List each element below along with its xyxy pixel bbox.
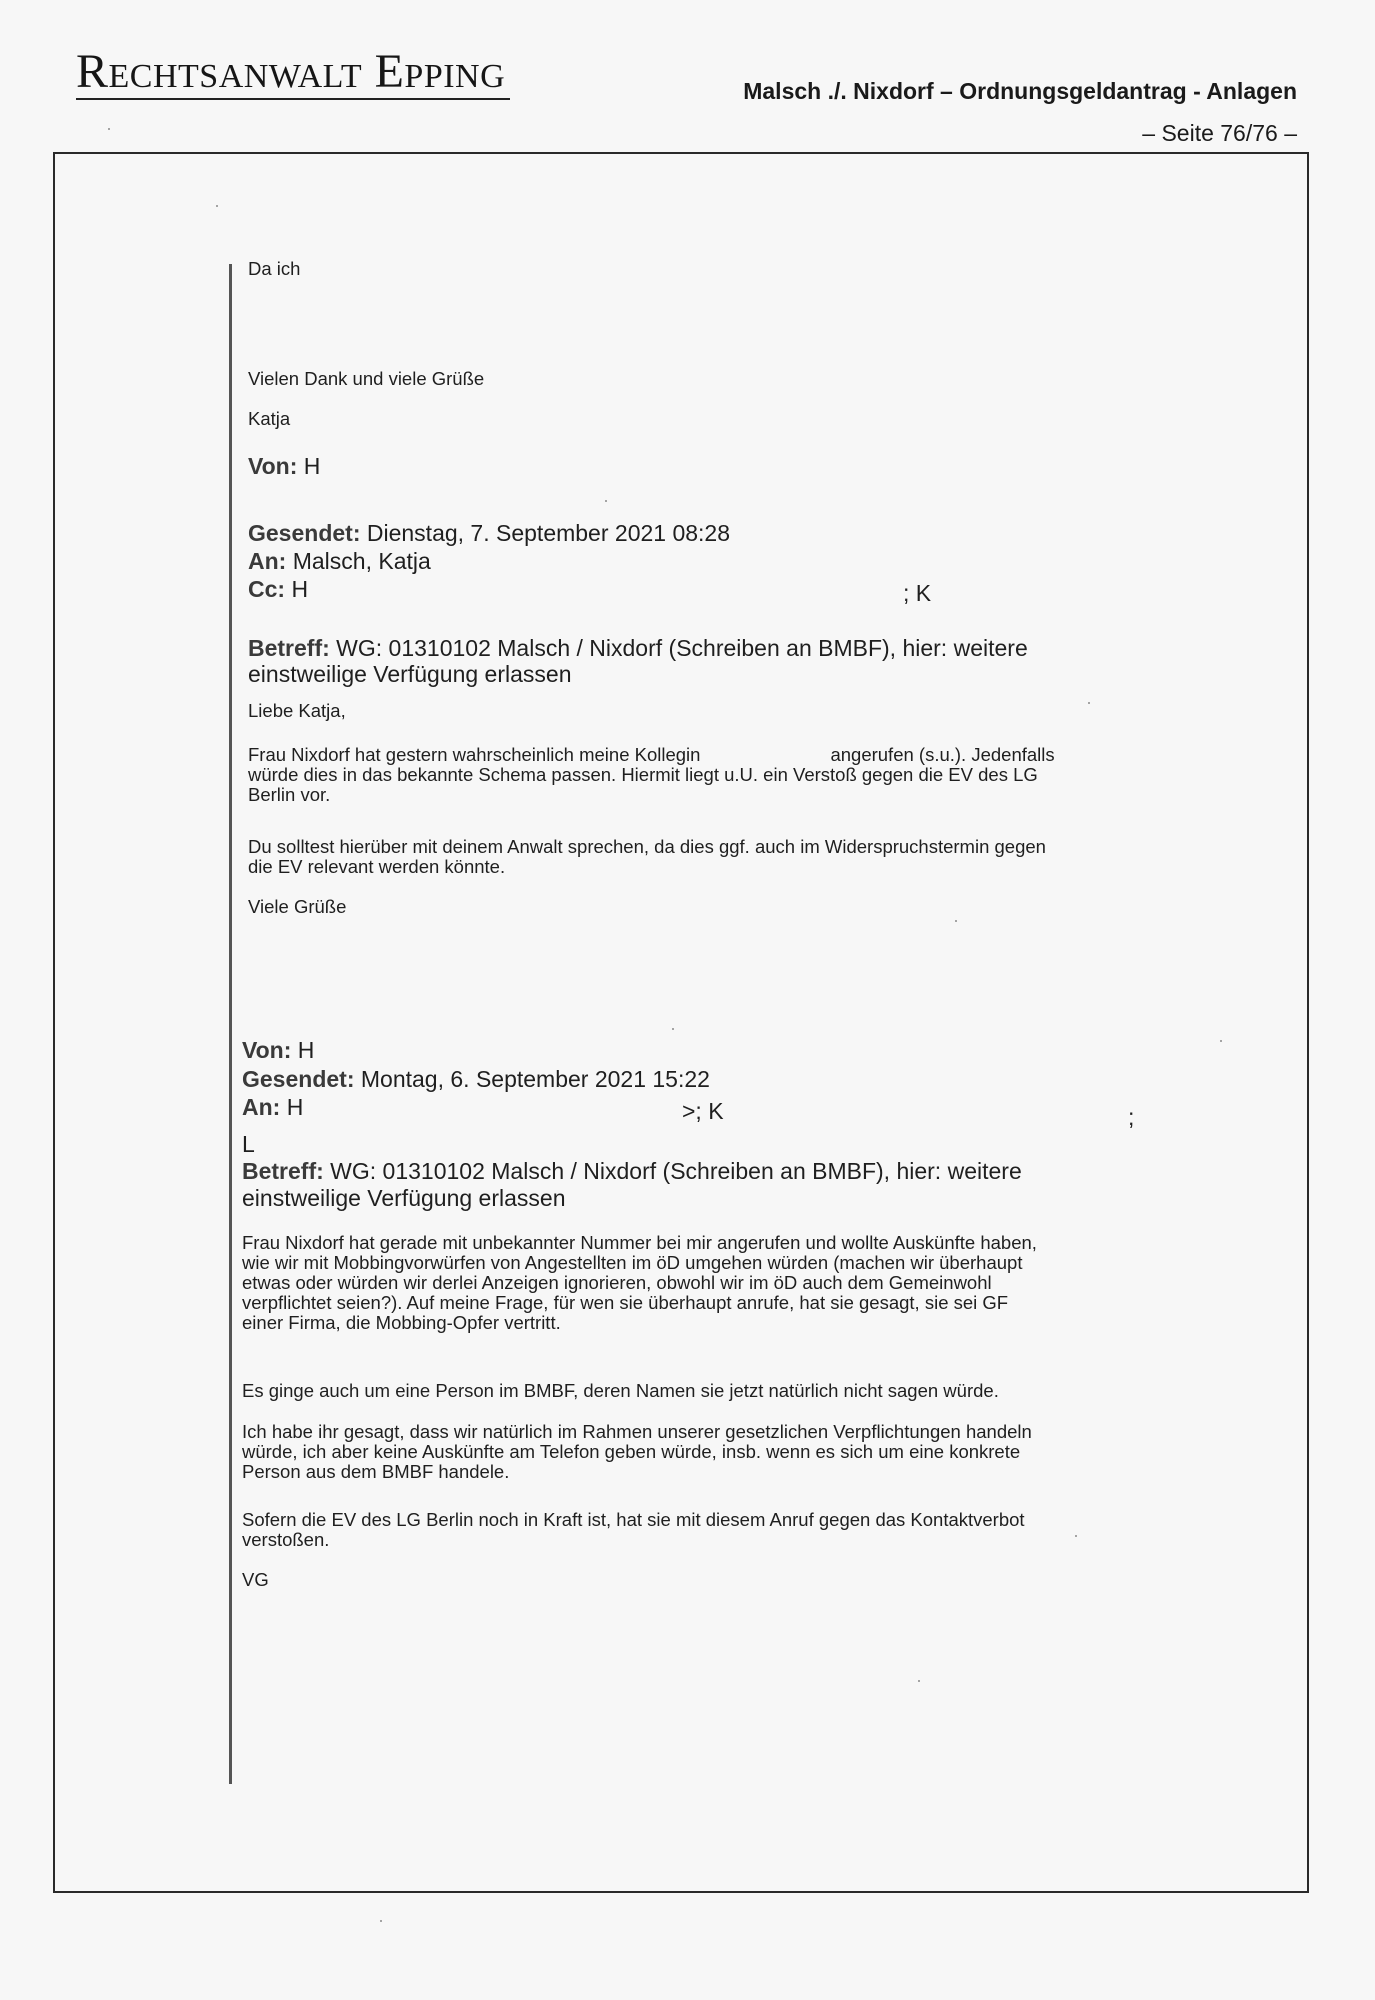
to-value: H <box>286 1094 304 1120</box>
sent-label: Gesendet: <box>242 1066 355 1092</box>
text-fragment: Da ich <box>248 258 301 279</box>
scan-speck <box>672 1028 674 1030</box>
sent-value: Montag, 6. September 2021 15:22 <box>360 1066 710 1092</box>
closing-text: Vielen Dank und viele Grüße <box>248 368 485 389</box>
text-line <box>248 745 1188 765</box>
scan-speck <box>955 920 957 922</box>
email-2-paragraph-3 <box>242 1422 1182 1482</box>
subject-label: Betreff: <box>242 1158 324 1184</box>
from-value: H <box>303 453 321 479</box>
to-row <box>242 1094 303 1122</box>
closing-text: VG <box>242 1569 269 1590</box>
sent-label: Gesendet: <box>248 520 361 546</box>
quote-bar <box>229 264 232 1784</box>
page-frame <box>53 152 1309 1893</box>
text-line: würde, ich aber keine Auskünfte am Telefon geben würde, insb. wenn es sich um eine konkrete <box>242 1441 1021 1462</box>
from-label: Von: <box>248 453 298 479</box>
text-line: wie wir mit Mobbingvorwürfen von Angestellten im öD umgehen würden (machen wir überhaupt <box>242 1252 1023 1273</box>
email-1-paragraph-1 <box>248 745 1188 805</box>
text-segment: angerufen (s.u.). Jedenfalls <box>830 744 1055 765</box>
text-line: Du solltest hierüber mit deinem Anwalt sprechen, da dies ggf. auch im Widerspruchstermin gegen <box>248 836 1046 857</box>
subject-label: Betreff: <box>248 635 330 661</box>
scan-speck <box>108 128 110 130</box>
sent-value: Dienstag, 7. September 2021 08:28 <box>366 520 731 546</box>
from-row <box>242 1037 314 1065</box>
subject-value: WG: 01310102 Malsch / Nixdorf (Schreiben an BMBF), hier: weitere <box>336 635 1028 661</box>
email-2-paragraph-2 <box>242 1381 1182 1401</box>
to-label: An: <box>248 548 287 574</box>
page-number: – Seite 76/76 – <box>1142 120 1297 146</box>
cc-row <box>248 576 308 604</box>
greeting: Liebe Katja, <box>248 700 346 721</box>
to-tail: >; K <box>682 1098 724 1124</box>
to-continued: L <box>242 1131 255 1157</box>
text-line: etwas oder würden wir derlei Anzeigen ignorieren, obwohl wir im öD auch dem Gemeinwohl <box>242 1272 992 1293</box>
subject-row <box>242 1158 1022 1186</box>
subject-row <box>248 635 1028 663</box>
to-value: Malsch, Katja <box>292 548 431 574</box>
scan-speck <box>605 500 607 502</box>
scan-speck <box>380 1920 382 1922</box>
sent-row <box>242 1066 710 1094</box>
to-label: An: <box>242 1094 281 1120</box>
text-line: Frau Nixdorf hat gerade mit unbekannter Nummer bei mir angerufen und wollte Auskünfte haben, <box>242 1232 1037 1253</box>
text-line: Sofern die EV des LG Berlin noch in Kraft ist, hat sie mit diesem Anruf gegen das Kontaktverbot <box>242 1509 1025 1530</box>
text-line: verpflichtet seien?). Auf meine Frage, für wen sie überhaupt anrufe, hat sie gesagt, sie sei GF <box>242 1292 1009 1313</box>
text-line: Person aus dem BMBF handele. <box>242 1461 510 1482</box>
scan-speck <box>216 205 218 207</box>
cc-tail: ; K <box>903 580 932 606</box>
sent-row <box>248 520 730 548</box>
from-value: H <box>297 1037 315 1063</box>
text-segment: Frau Nixdorf hat gestern wahrscheinlich meine Kollegin <box>248 744 701 765</box>
to-end: ; <box>1128 1104 1135 1130</box>
email-1-paragraph-2 <box>248 837 1188 877</box>
cc-label: Cc: <box>248 576 286 602</box>
text-line: Berlin vor. <box>248 784 331 805</box>
scan-speck <box>918 1680 920 1682</box>
subject-value-continued: einstweilige Verfügung erlassen <box>248 661 572 687</box>
subject-value-continued: einstweilige Verfügung erlassen <box>242 1185 566 1211</box>
scan-speck <box>1220 1040 1222 1042</box>
email-2-paragraph-1 <box>242 1233 1182 1333</box>
firm-name-underline <box>76 98 510 100</box>
text-line: verstoßen. <box>242 1529 330 1550</box>
to-row <box>248 548 431 576</box>
firm-name: Rechtsanwalt Epping <box>76 45 506 98</box>
from-label: Von: <box>242 1037 292 1063</box>
scan-speck <box>1075 1535 1077 1537</box>
scan-speck <box>1088 702 1090 704</box>
text-line: Es ginge auch um eine Person im BMBF, deren Namen sie jetzt natürlich nicht sagen würde. <box>242 1380 999 1401</box>
signature: Katja <box>248 408 291 429</box>
text-line: einer Firma, die Mobbing-Opfer vertritt. <box>242 1312 561 1333</box>
cc-value: H <box>291 576 309 602</box>
from-row <box>248 453 320 481</box>
text-line: die EV relevant werden könnte. <box>248 856 506 877</box>
text-line: würde dies in das bekannte Schema passen. Hiermit liegt u.U. ein Verstoß gegen die EV des LG <box>248 764 1038 785</box>
subject-value: WG: 01310102 Malsch / Nixdorf (Schreiben an BMBF), hier: weitere <box>330 1158 1022 1184</box>
closing-text: Viele Grüße <box>248 896 347 917</box>
document-title: Malsch ./. Nixdorf – Ordnungsgeldantrag - Anlagen <box>743 78 1297 104</box>
text-line: Ich habe ihr gesagt, dass wir natürlich im Rahmen unserer gesetzlichen Verpflichtungen handeln <box>242 1421 1032 1442</box>
email-2-paragraph-4 <box>242 1510 1182 1550</box>
